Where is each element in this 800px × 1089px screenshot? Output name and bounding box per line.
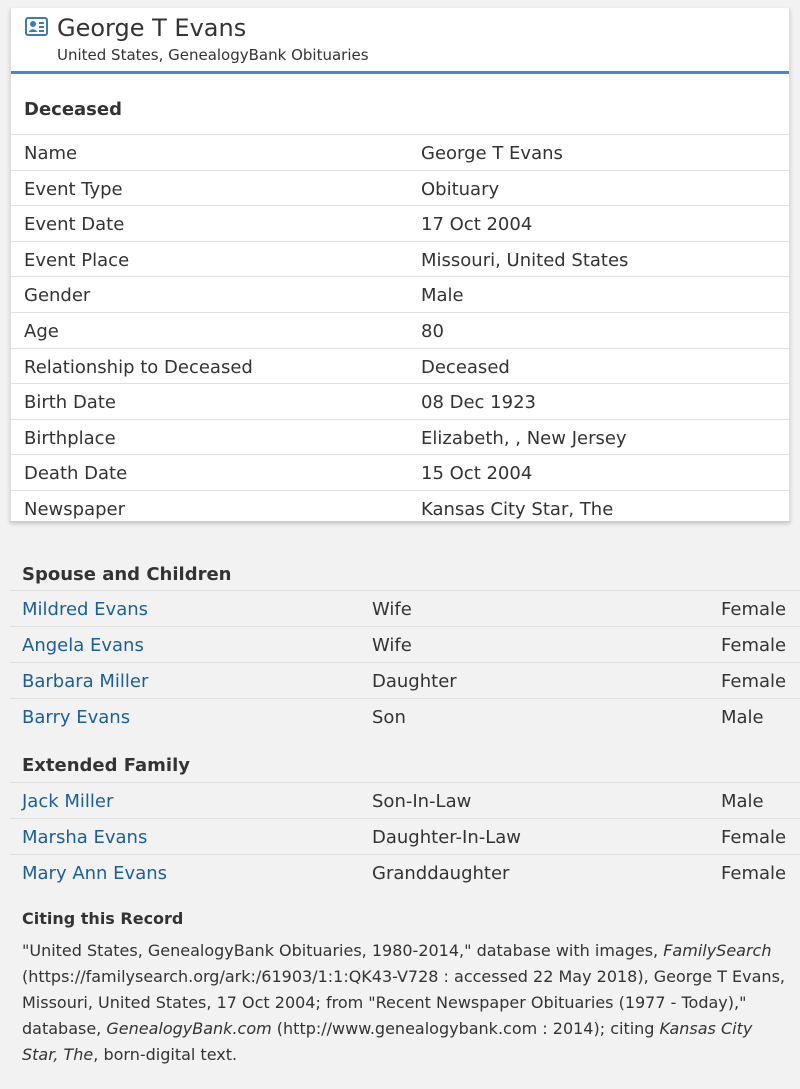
fact-label: Relationship to Deceased (24, 356, 253, 378)
fact-label: Birthplace (24, 427, 116, 449)
family-gender: Female (721, 671, 787, 692)
fact-label: Age (24, 321, 59, 342)
fact-row (11, 205, 790, 240)
family-member-link[interactable]: Barry Evans (22, 707, 131, 728)
family-relationship: Son (372, 707, 406, 728)
fact-label: Death Date (24, 463, 128, 485)
fact-row (11, 241, 790, 276)
fact-row (11, 170, 790, 205)
family-row (10, 590, 800, 625)
fact-value: 17 Oct 2004 (421, 214, 533, 236)
fact-label: Gender (24, 285, 91, 307)
family-relationship: Wife (372, 635, 412, 656)
family-relationship: Daughter-In-Law (372, 827, 522, 848)
family-row (10, 782, 800, 817)
fact-value: 08 Dec 1923 (421, 392, 536, 414)
fact-row (11, 383, 790, 418)
family-member-link[interactable]: Mary Ann Evans (22, 863, 168, 884)
fact-row (11, 276, 790, 311)
family-gender: Male (721, 791, 764, 812)
record-title: George T Evans (57, 14, 247, 42)
family-member-link[interactable]: Mildred Evans (22, 599, 149, 620)
fact-row (11, 134, 790, 169)
fact-row (11, 348, 790, 383)
extended-family-title: Extended Family (22, 755, 190, 776)
family-relationship: Daughter (372, 671, 457, 692)
fact-value: 80 (421, 321, 444, 342)
fact-value: Male (421, 285, 464, 307)
fact-label: Event Date (24, 214, 125, 236)
family-relationship: Wife (372, 599, 412, 620)
fact-label: Event Type (24, 178, 123, 200)
fact-value: George T Evans (421, 143, 563, 164)
fact-row (11, 419, 790, 454)
deceased-section-title: Deceased (24, 99, 122, 120)
person-record-icon (25, 17, 48, 36)
family-relationship: Son-In-Law (372, 791, 472, 812)
record-card (10, 8, 790, 522)
family-relationship: Granddaughter (372, 863, 510, 884)
fact-value: Deceased (421, 356, 510, 378)
family-row (10, 818, 800, 853)
family-gender: Female (721, 599, 787, 620)
citation-title: Citing this Record (22, 909, 184, 928)
record-header (11, 8, 790, 74)
family-member-link[interactable]: Jack Miller (22, 791, 114, 812)
fact-value: 15 Oct 2004 (421, 463, 533, 485)
family-gender: Male (721, 707, 764, 728)
family-member-link[interactable]: Marsha Evans (22, 827, 148, 848)
fact-row (11, 312, 790, 347)
citation-text: "United States, GenealogyBank Obituaries, 1980-2014," database with images, FamilySearch (https://familysearch.org/ark:/61903/1:1:QK43-V728 : accessed 22 May 2018), George T Evans, Missouri, United States, 17 Oct 2004; from "Recent Newspaper Obituaries (1977 - Today)," database, GenealogyBank.com (http://www.genealogybank.com : 2014); citing Kansas City Star, The, born-digital text. (22, 941, 785, 1064)
fact-value: Obituary (421, 178, 500, 200)
fact-row (11, 490, 790, 522)
family-row (10, 698, 800, 733)
fact-label: Name (24, 143, 78, 164)
collection-name: United States, GenealogyBank Obituaries (57, 46, 369, 64)
family-member-link[interactable]: Barbara Miller (22, 671, 149, 692)
spouse-children-title: Spouse and Children (22, 564, 232, 585)
family-member-link[interactable]: Angela Evans (22, 635, 144, 656)
fact-row (11, 454, 790, 489)
fact-label: Birth Date (24, 392, 116, 414)
family-row (10, 626, 800, 661)
fact-value: Missouri, United States (421, 249, 629, 271)
family-gender: Female (721, 827, 787, 848)
fact-value: Kansas City Star, The (421, 499, 614, 520)
family-row (10, 662, 800, 697)
family-gender: Female (721, 635, 787, 656)
family-gender: Female (721, 863, 787, 884)
fact-label: Event Place (24, 249, 130, 271)
fact-value: Elizabeth, , New Jersey (421, 427, 627, 449)
family-row (10, 854, 800, 889)
fact-label: Newspaper (24, 499, 125, 520)
